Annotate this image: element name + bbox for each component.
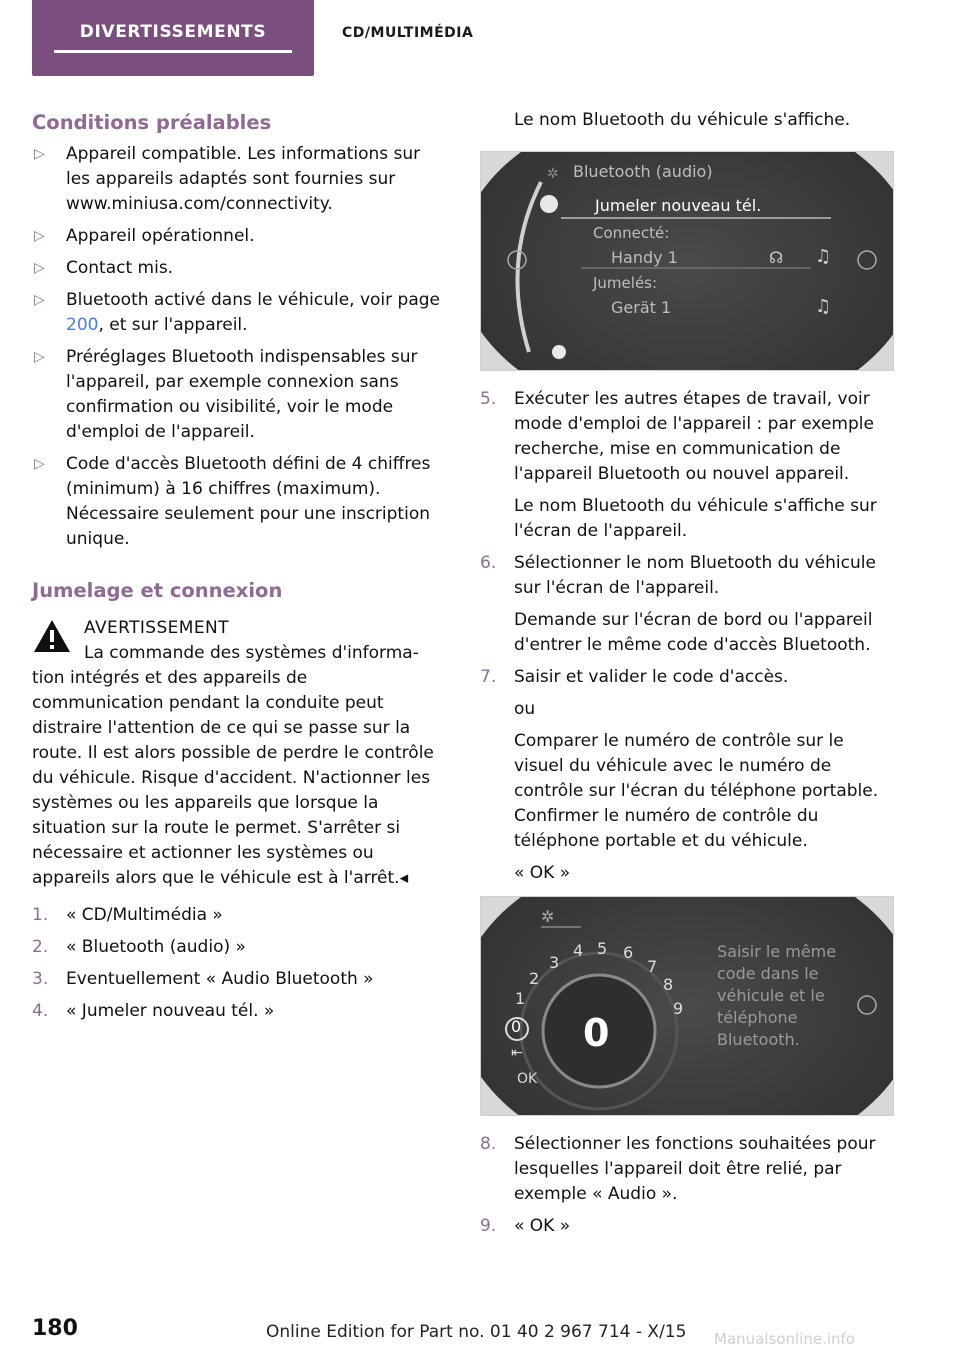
- svg-text:✲: ✲: [547, 166, 559, 182]
- digit-key[interactable]: 1: [515, 989, 526, 1008]
- edition-footer: Online Edition for Part no. 01 40 2 967 714 - X/15: [266, 1322, 687, 1342]
- digit-key[interactable]: 7: [647, 957, 658, 976]
- warning-text: tion intégrés et des appareils de communication pendant la conduite peut distraire l'attention de ce qui se passe sur la route. Il est alors possible de perdre le contrôle du véhicule. Risque d'accident. N'actionner les systèmes ou les appareils que lorsque la situation sur la route le permet. S'arrêter si nécessaire et actionner les systèmes ou appareils alors que le véhicule est à l'arrêt.◂: [32, 668, 434, 888]
- paired-label: Jumelés:: [593, 274, 658, 292]
- steps-list-right: [480, 387, 896, 886]
- bluetooth-menu-screenshot: [480, 151, 894, 371]
- code-entry-screenshot: [480, 896, 894, 1116]
- bullet-triangle-icon: ▷: [34, 456, 45, 472]
- list-item: 5. Exécuter les autres étapes de travail, voir mode d'emploi de l'appareil : par exemple recherche, mise en communication de l'appareil Bluetooth ou nouvel appareil. Le nom Bluetooth du véhicule s'affiche sur l'écran de l'appareil.: [480, 389, 877, 541]
- paired-device: Gerät 1: [611, 298, 672, 317]
- digit-key[interactable]: 2: [529, 969, 540, 988]
- list-item: ▷ Appareil opérationnel.: [32, 224, 444, 249]
- list-item: 9. « OK »: [480, 1216, 571, 1236]
- left-column: [32, 108, 444, 1031]
- bullet-triangle-icon: ▷: [34, 146, 45, 162]
- digit-key[interactable]: 0: [511, 1017, 522, 1036]
- list-item: ▷ Contact mis.: [32, 256, 444, 281]
- list-item: ▷ Code d'accès Bluetooth défini de 4 chiffres (minimum) à 16 chiffres (maximum). Nécessaire seulement pour une inscription unique.: [34, 454, 431, 549]
- steps-list-left: [32, 903, 444, 1024]
- warning-text-first: La commande des systèmes d'informa-: [84, 643, 419, 663]
- heading-jumelage: Jumelage et connexion: [32, 579, 283, 602]
- section-tab-divertissements: [32, 0, 314, 76]
- music-note-icon: ♫: [815, 296, 832, 317]
- list-item: ▷ Bluetooth activé dans le véhicule, voir page 200, et sur l'appareil.: [34, 290, 440, 335]
- list-item: 3. Eventuellement « Audio Bluetooth »: [32, 969, 374, 989]
- menu-item-selected: Jumeler nouveau tél.: [595, 196, 762, 215]
- list-item: 8. Sélectionner les fonctions souhaitées pour lesquelles l'appareil doit être relié, par exemple « Audio ».: [480, 1134, 876, 1204]
- intro-text: Le nom Bluetooth du véhicule s'affiche.: [514, 110, 851, 130]
- list-item: 6. Sélectionner le nom Bluetooth du véhicule sur l'écran de l'appareil. Demande sur l'écran de bord ou l'appareil d'entrer le même code d'accès Bluetooth.: [480, 553, 876, 655]
- bluetooth-settings-icon: ✲: [541, 907, 555, 926]
- tab-underline: [54, 50, 292, 53]
- music-note-icon: ♫: [815, 246, 832, 267]
- list-item: ▷ Appareil compatible. Les informations sur les appareils adaptés sont fournies sur www.miniusa.com/connectivity.: [34, 144, 421, 214]
- phone-signal-icon: ☊: [769, 248, 784, 267]
- digit-key[interactable]: 8: [663, 975, 674, 994]
- bullet-triangle-icon: ▷: [34, 228, 45, 244]
- digit-key[interactable]: 5: [597, 939, 608, 958]
- steps-list-right-2: [480, 1132, 896, 1239]
- section-tab-cd-multimedia: CD/MULTIMÉDIA: [342, 25, 474, 41]
- warning-triangle-icon: [32, 618, 72, 654]
- bullet-triangle-icon: ▷: [34, 292, 45, 308]
- digit-key[interactable]: 3: [549, 953, 560, 972]
- warning-block: [32, 616, 444, 891]
- code-hint: Saisir le même code dans le véhicule et le téléphone Bluetooth.: [717, 942, 837, 1049]
- right-column: [480, 108, 896, 1246]
- conditions-list: [32, 142, 444, 552]
- backspace-icon[interactable]: ⇤: [511, 1045, 523, 1061]
- section-tab-label: DIVERTISSEMENTS: [79, 22, 267, 42]
- page-link[interactable]: 200: [66, 315, 99, 335]
- connected-device: Handy 1: [611, 248, 678, 267]
- bullet-triangle-icon: ▷: [34, 349, 45, 365]
- connected-label: Connecté:: [593, 224, 670, 242]
- ok-key[interactable]: OK: [517, 1071, 538, 1087]
- list-item: 4. « Jumeler nouveau tél. »: [32, 1001, 275, 1021]
- watermark: Manualsonline.info: [714, 1330, 855, 1348]
- warning-title: AVERTISSEMENT: [84, 618, 229, 638]
- heading-conditions: Conditions préalables: [32, 111, 272, 134]
- page-number: 180: [32, 1316, 78, 1341]
- list-item: ▷ Préréglages Bluetooth indispensables sur l'appareil, par exemple connexion sans confirmation ou visibilité, voir le mode d'emploi de l'appareil.: [34, 347, 418, 442]
- screen-title: Bluetooth (audio): [573, 162, 713, 181]
- digit-key[interactable]: 6: [623, 943, 634, 962]
- current-digit: 0: [583, 1011, 610, 1055]
- list-item: 1. « CD/Multimédia »: [32, 905, 223, 925]
- digit-key[interactable]: 4: [573, 941, 584, 960]
- list-item: 7. Saisir et valider le code d'accès. ou Comparer le numéro de contrôle sur le visuel du véhicule avec le numéro de contrôle sur l'écran du téléphone portable. Confirmer le numéro de contrôle du téléphone portable et du véhicule. « OK »: [480, 667, 879, 883]
- digit-key[interactable]: 9: [673, 999, 684, 1018]
- list-item: 2. « Bluetooth (audio) »: [32, 937, 246, 957]
- bullet-triangle-icon: ▷: [34, 260, 45, 276]
